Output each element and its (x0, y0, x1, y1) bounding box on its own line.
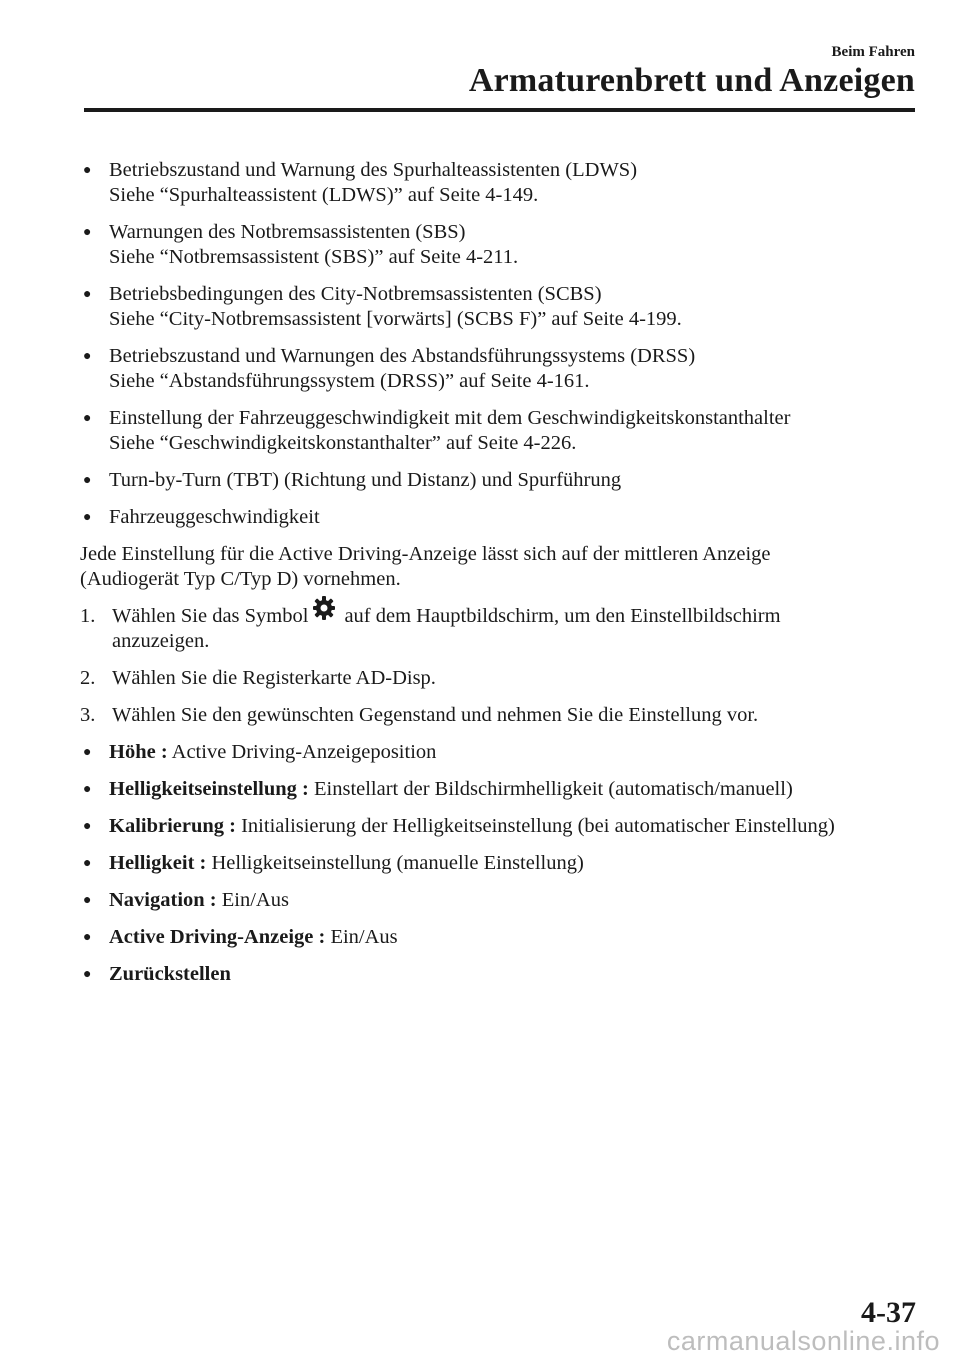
step-number: 3. (80, 704, 96, 726)
bullet-icon: ● (83, 163, 92, 178)
feature-list (80, 158, 920, 530)
section-label: Beim Fahren (831, 44, 915, 60)
bullet-icon: ● (83, 225, 92, 240)
gear-icon (308, 604, 344, 629)
setting-term: Navigation : (109, 889, 217, 911)
steps-list (80, 604, 920, 728)
step-text-after-icon: auf dem Hauptbildschirm, um den Einstellbildschirm (344, 605, 781, 627)
item-text: Fahrzeuggeschwindigkeit (109, 506, 320, 528)
item-reference: Siehe “City-Notbremsassistent [vorwärts] (SCBS F)” auf Seite 4-199. (109, 308, 682, 330)
list-item (80, 468, 920, 493)
list-item (80, 158, 920, 208)
header-rule (84, 108, 915, 112)
list-item (80, 406, 920, 456)
paragraph-line: Jede Einstellung für die Active Driving-Anzeige lässt sich auf der mittleren Anzeige (80, 543, 771, 565)
item-text: Turn-by-Turn (TBT) (Richtung und Distanz) und Spurführung (109, 469, 622, 491)
item-text: Betriebszustand und Warnung des Spurhalteassistenten (LDWS) (109, 159, 638, 181)
item-text: Einstellung der Fahrzeuggeschwindigkeit mit dem Geschwindigkeitskonstanthalter (109, 407, 791, 429)
bullet-icon: ● (83, 349, 92, 364)
step-item (80, 604, 920, 654)
settings-item (80, 962, 920, 987)
bullet-icon: ● (83, 967, 92, 982)
list-item (80, 505, 920, 530)
list-item (80, 282, 920, 332)
page-title: Armaturenbrett und Anzeigen (468, 62, 915, 99)
page-number: 4-37 (861, 1296, 916, 1329)
step-item (80, 703, 920, 728)
settings-item (80, 888, 920, 913)
step-number: 2. (80, 667, 96, 689)
item-reference: Siehe “Geschwindigkeitskonstanthalter” auf Seite 4-226. (109, 432, 577, 454)
bullet-icon: ● (83, 856, 92, 871)
item-reference: Siehe “Notbremsassistent (SBS)” auf Seite 4-211. (109, 246, 519, 268)
settings-item (80, 925, 920, 950)
setting-description: Ein/Aus (330, 926, 398, 948)
settings-item (80, 851, 920, 876)
setting-description: Initialisierung der Helligkeitseinstellung (bei automatischer Einstellung) (241, 815, 835, 837)
settings-item (80, 740, 920, 765)
main-content (80, 158, 920, 999)
step-text: Wählen Sie den gewünschten Gegenstand und nehmen Sie die Einstellung vor. (112, 704, 759, 726)
step-item (80, 666, 920, 691)
bullet-icon: ● (83, 930, 92, 945)
bullet-icon: ● (83, 287, 92, 302)
item-text: Betriebszustand und Warnungen des Abstandsführungssystems (DRSS) (109, 345, 696, 367)
setting-term: Höhe : (109, 741, 168, 763)
item-text: Betriebsbedingungen des City-Notbremsassistenten (SCBS) (109, 283, 602, 305)
settings-item (80, 777, 920, 802)
bullet-icon: ● (83, 893, 92, 908)
step-text: Wählen Sie die Registerkarte AD-Disp. (112, 667, 436, 689)
setting-description: Ein/Aus (221, 889, 289, 911)
bullet-icon: ● (83, 819, 92, 834)
item-reference: Siehe “Spurhalteassistent (LDWS)” auf Seite 4-149. (109, 184, 539, 206)
settings-item (80, 814, 920, 839)
step-number: 1. (80, 605, 96, 627)
watermark: carmanualsonline.info (666, 1326, 940, 1356)
setting-term: Helligkeitseinstellung : (109, 778, 309, 800)
setting-term: Zurückstellen (109, 963, 231, 985)
paragraph-line: (Audiogerät Typ C/Typ D) vornehmen. (80, 568, 401, 590)
setting-description: Einstellart der Bildschirmhelligkeit (automatisch/manuell) (314, 778, 793, 800)
setting-term: Active Driving-Anzeige : (109, 926, 326, 948)
list-item (80, 344, 920, 394)
bullet-icon: ● (83, 411, 92, 426)
step-text-continued: anzuzeigen. (112, 630, 210, 652)
bullet-icon: ● (83, 745, 92, 760)
setting-term: Helligkeit : (109, 852, 207, 874)
setting-description: Active Driving-Anzeigeposition (171, 741, 437, 763)
step-text-before-icon: Wählen Sie das Symbol (112, 605, 309, 627)
bullet-icon: ● (83, 473, 92, 488)
step-text (112, 604, 920, 629)
item-text: Warnungen des Notbremsassistenten (SBS) (109, 221, 466, 243)
intro-paragraph (80, 542, 920, 592)
list-item (80, 220, 920, 270)
bullet-icon: ● (83, 782, 92, 797)
bullet-icon: ● (83, 510, 92, 525)
item-reference: Siehe “Abstandsführungssystem (DRSS)” auf Seite 4-161. (109, 370, 590, 392)
settings-list (80, 740, 920, 987)
setting-description: Helligkeitseinstellung (manuelle Einstellung) (211, 852, 584, 874)
setting-term: Kalibrierung : (109, 815, 236, 837)
